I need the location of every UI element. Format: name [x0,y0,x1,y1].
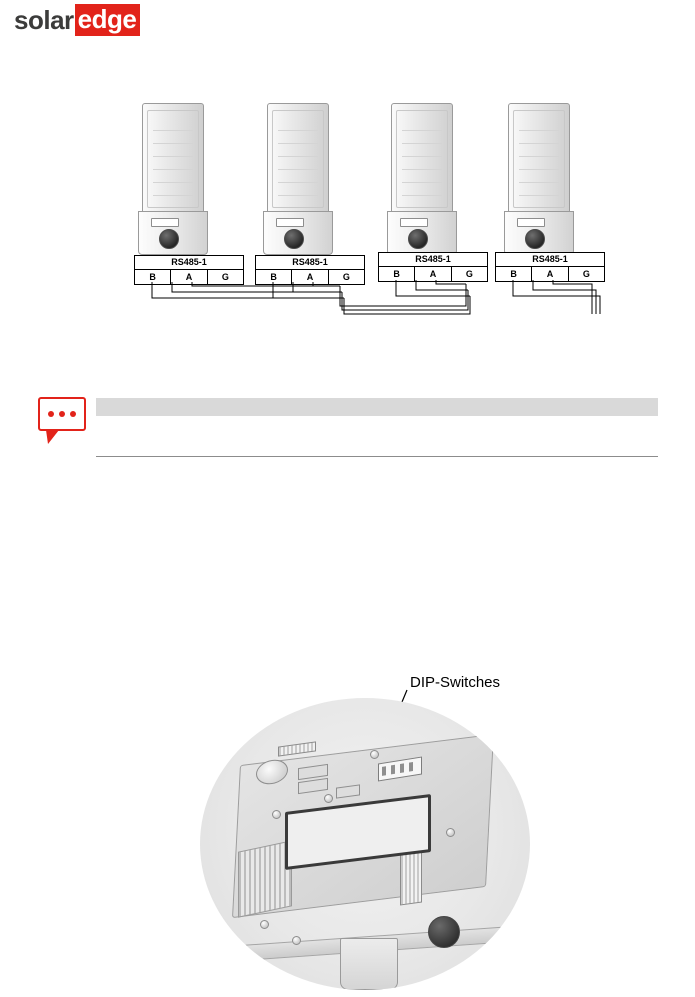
terminal-pin: B [496,267,532,281]
inverter-illustration [385,103,457,253]
dip-switch-toggle[interactable] [409,762,413,772]
safety-switch-knob [428,916,460,948]
terminal-title: RS485-1 [135,256,243,270]
dip-switch-toggle[interactable] [400,763,404,773]
screw [446,828,455,837]
terminal-pin: G [582,269,590,279]
inverter-fins [402,118,442,198]
inverter-display-slot [400,218,428,227]
inverter-enclosure [508,103,570,215]
logo-text-solar: solar [14,4,74,35]
inverter-fins [278,118,318,198]
inverter-display-slot [151,218,179,227]
terminal-pin: A [532,267,568,281]
communication-board-photo [200,698,530,990]
note-body [96,419,658,457]
dip-switch-toggle[interactable] [391,765,395,775]
inverter-base [387,211,457,255]
inverter-safety-switch [159,229,179,249]
dot-icon [48,411,54,417]
inverter-base [138,211,208,255]
dip-switch-figure [195,660,595,990]
inverter-safety-switch [284,229,304,249]
dot-icon [59,411,65,417]
screw [370,750,379,759]
inverter-fins [153,118,193,198]
inverter-enclosure [142,103,204,215]
terminal-title: RS485-1 [256,256,364,270]
terminal-pin: B [379,267,415,281]
inverter-display-slot [517,218,545,227]
inverter-illustration [261,103,333,253]
inverter-display-slot [276,218,304,227]
dip-switch-toggle[interactable] [382,766,386,776]
terminal-pin: B [256,270,292,284]
inverter-base [263,211,333,255]
screw [324,794,333,803]
terminal-pin: G [342,272,350,282]
inverter-fins [519,118,559,198]
terminal-title: RS485-1 [379,253,487,267]
inverter-row [120,95,610,255]
logo-text-edge: edge [75,4,141,36]
terminal-title: RS485-1 [496,253,604,267]
inverter-safety-switch [525,229,545,249]
mounting-bracket [340,938,398,990]
screw [292,936,301,945]
inverter-illustration [136,103,208,253]
inverter-safety-switch [408,229,428,249]
terminal-pin: B [135,270,171,284]
pin-header [278,741,316,756]
terminal-pin: G [465,269,473,279]
terminal-pin: A [292,270,328,284]
dot-icon [70,411,76,417]
heatsink [238,840,292,917]
bus-wiring-lines [120,250,610,325]
inverter-base [504,211,574,255]
rs485-bus-wiring-diagram [120,95,610,325]
screw [272,810,281,819]
solaredge-logo [14,4,140,36]
inverter-enclosure [391,103,453,215]
terminal-pin: A [171,270,207,284]
terminal-pin: G [221,272,229,282]
dip-switches-label: DIP-Switches [410,674,501,691]
inverter-illustration [502,103,574,253]
screw [260,920,269,929]
note-icon [38,397,86,431]
note-heading [96,398,658,416]
inverter-enclosure [267,103,329,215]
ellipsis-icon [40,399,84,429]
terminal-pin: A [415,267,451,281]
